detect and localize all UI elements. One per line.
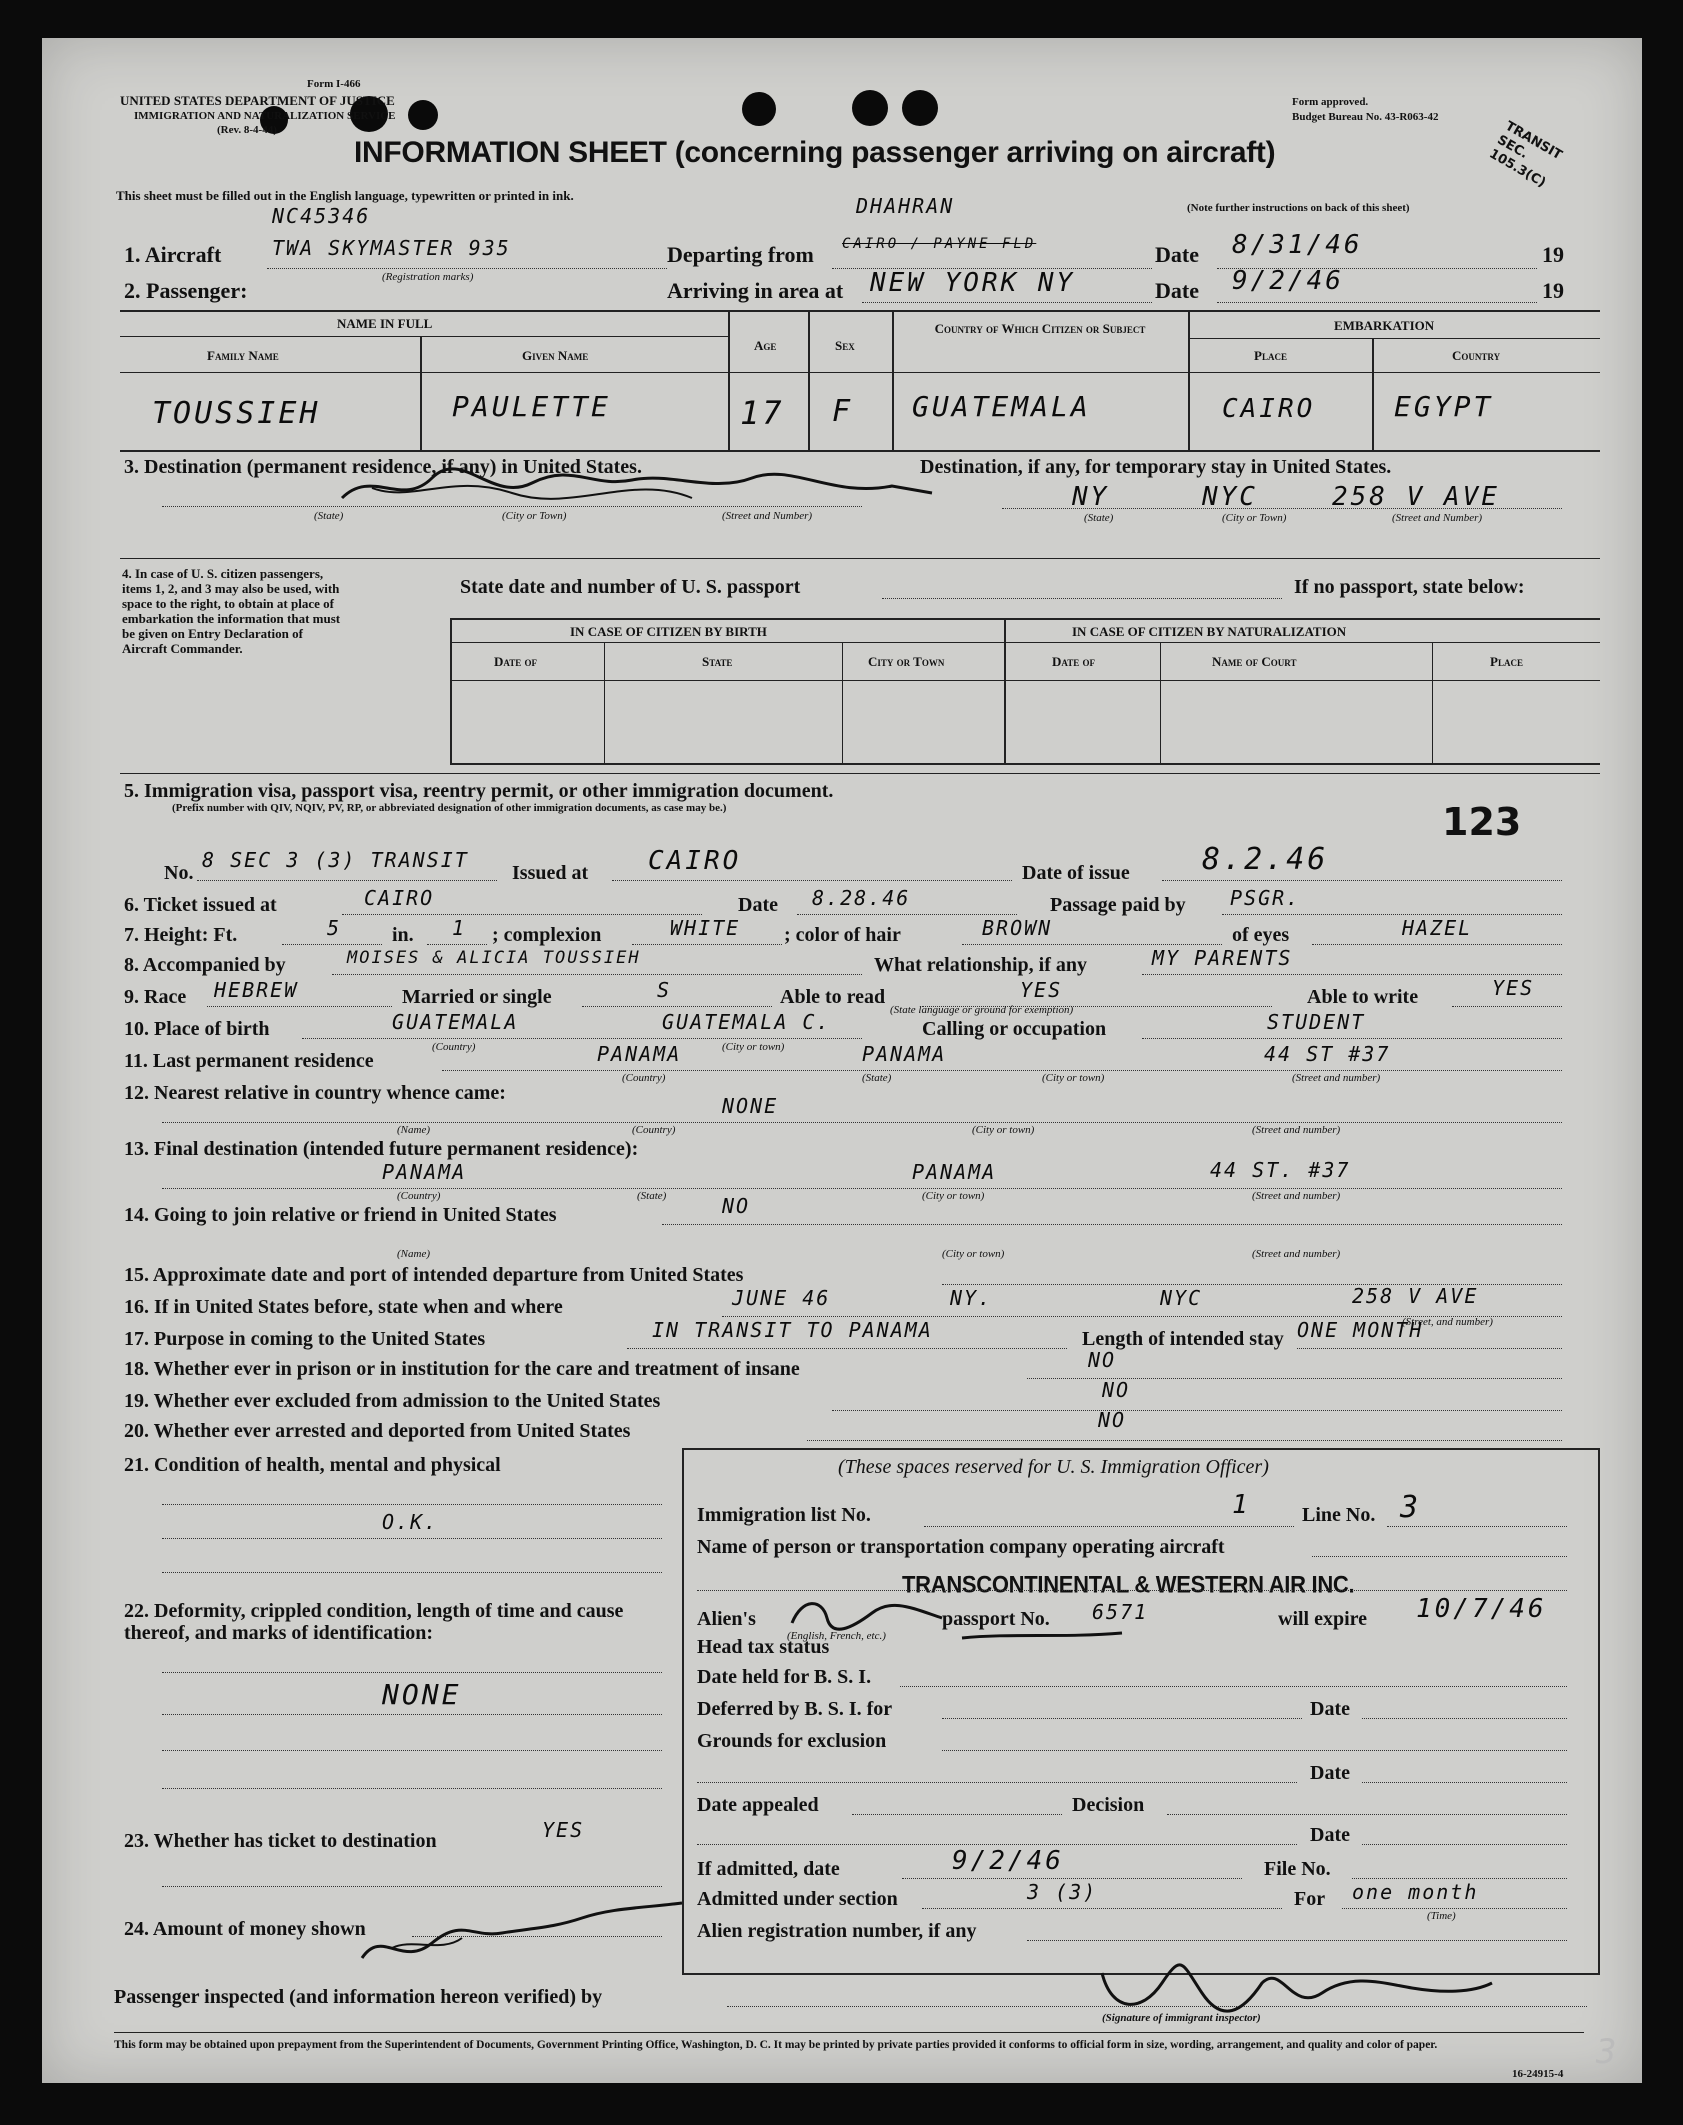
- date-issue-value: 8.2.46: [1202, 842, 1329, 877]
- item4-label: 4. In case of U. S. citizen passengers, items 1, 2, and 3 may also be used, with space to the right, to obtain at place of embarkation the information that must be given on Entry Declaration of Aircraft Commander.: [122, 566, 341, 656]
- temp-state: NY: [1072, 482, 1110, 512]
- date-arrive: 9/2/46: [1232, 266, 1344, 296]
- r17-value: IN TRANSIT TO PANAMA: [652, 1318, 933, 1342]
- country2-header: Country: [1452, 348, 1501, 363]
- r16-caption: (Street, and number): [1402, 1316, 1493, 1328]
- item3-temp-label: Destination, if any, for temporary stay in United States.: [920, 456, 1392, 478]
- r7-hair: BROWN: [982, 916, 1053, 940]
- r8-rel-label: What relationship, if any: [874, 954, 1087, 976]
- family-name-header: Family Name: [207, 348, 279, 363]
- r6-value: CAIRO: [364, 886, 435, 910]
- r9-write: YES: [1492, 976, 1535, 1000]
- r11-street: 44 ST #37: [1264, 1042, 1391, 1066]
- issued-at-label: Issued at: [512, 862, 589, 884]
- time-caption: (Time): [1427, 1910, 1456, 1922]
- date-of-header: Date of: [494, 654, 537, 669]
- visa-no-label: No.: [164, 862, 194, 884]
- r7-complexion: WHITE: [670, 916, 741, 940]
- r9-write-label: Able to write: [1307, 986, 1419, 1008]
- age-header: Age: [754, 338, 777, 353]
- passenger-label: 2. Passenger:: [124, 278, 248, 303]
- visa-no-value: 8 SEC 3 (3) TRANSIT: [202, 848, 469, 872]
- r9-married-label: Married or single: [402, 986, 552, 1008]
- sex-header: Sex: [835, 338, 855, 353]
- r9-married: S: [657, 978, 672, 1002]
- money-signature: [352, 1888, 692, 1978]
- alien-reg-label: Alien registration number, if any: [697, 1920, 977, 1942]
- information-sheet: [42, 38, 1642, 2083]
- r23-value: YES: [542, 1818, 585, 1842]
- revision: (Rev. 8-4-44): [217, 124, 277, 136]
- reg-marks-caption: (Registration marks): [382, 271, 474, 283]
- by-nat-header: IN CASE OF CITIZEN BY NATURALIZATION: [1072, 624, 1347, 639]
- list-label: Immigration list No.: [697, 1504, 871, 1526]
- r12-street-caption: (Street and number): [1252, 1124, 1341, 1136]
- section-value: 3 (3): [1027, 1880, 1098, 1904]
- r13-street: 44 ST. #37: [1210, 1158, 1351, 1182]
- r7-in: 1: [452, 916, 467, 940]
- admitted-value: 9/2/46: [952, 1846, 1064, 1876]
- embarkation-place: CAIRO: [1222, 394, 1316, 424]
- company-label: Name of person or transportation company operating aircraft: [697, 1536, 1225, 1558]
- appealed-label: Date appealed: [697, 1794, 819, 1816]
- crossed-out-scribble: [332, 458, 952, 518]
- held-label: Date held for B. S. I.: [697, 1666, 872, 1688]
- caption-state: (State): [314, 510, 344, 522]
- department: UNITED STATES DEPARTMENT OF JUSTICE: [120, 93, 395, 108]
- date1-label: Date: [1310, 1698, 1350, 1720]
- r10-calling: STUDENT: [1267, 1010, 1366, 1034]
- r9-read: YES: [1020, 978, 1063, 1002]
- service: IMMIGRATION AND NATURALIZATION SERVICE: [134, 110, 396, 122]
- r11-country: PANAMA: [597, 1042, 682, 1066]
- passport-label: State date and number of U. S. passport: [460, 576, 801, 598]
- for-value: one month: [1352, 1880, 1479, 1904]
- court-header: Name of Court: [1212, 654, 1297, 669]
- r19-label: 19. Whether ever excluded from admission to the United States: [124, 1390, 661, 1412]
- r6-date-label: Date: [738, 894, 778, 916]
- punch-hole: [742, 92, 776, 126]
- expire-label: will expire: [1278, 1608, 1368, 1630]
- r13-state-caption: (State): [637, 1190, 667, 1202]
- r10-city-caption: (City or town): [722, 1041, 785, 1053]
- form-number: Form I-466: [307, 78, 361, 90]
- r14-name-caption: (Name): [397, 1248, 430, 1260]
- year-arrive: 19: [1542, 278, 1564, 303]
- name-in-full-header: NAME IN FULL: [337, 316, 433, 331]
- arriving-label: Arriving in area at: [667, 278, 844, 303]
- r23-label: 23. Whether has ticket to destination: [124, 1830, 437, 1852]
- issued-at-value: CAIRO: [648, 846, 742, 876]
- given-name: PAULETTE: [452, 390, 611, 423]
- embarkation-country: EGYPT: [1394, 390, 1494, 423]
- date-of2-header: Date of: [1052, 654, 1095, 669]
- alien-label: Alien's: [697, 1608, 756, 1630]
- r7-eyes-label: of eyes: [1232, 924, 1290, 946]
- r13-country: PANAMA: [382, 1160, 467, 1184]
- r15-label: 15. Approximate date and port of intended departure from United States: [124, 1264, 744, 1286]
- r8-rel: MY PARENTS: [1152, 946, 1293, 970]
- by-birth-header: IN CASE OF CITIZEN BY BIRTH: [570, 624, 767, 639]
- inspected-label: Passenger inspected (and information hereon verified) by: [114, 1986, 603, 2008]
- no-passport-label: If no passport, state below:: [1294, 576, 1525, 598]
- passport-label: passport No.: [942, 1608, 1050, 1630]
- r11-label: 11. Last permanent residence: [124, 1050, 374, 1072]
- caption-city: (City or Town): [502, 510, 567, 522]
- line-label: Line No.: [1302, 1504, 1376, 1526]
- punch-hole: [902, 90, 938, 126]
- r12-city-caption: (City or town): [972, 1124, 1035, 1136]
- r6-paid-label: Passage paid by: [1050, 894, 1186, 916]
- r9-read-label: Able to read: [780, 986, 886, 1008]
- temp-city: NYC: [1202, 482, 1258, 512]
- r12-value: NONE: [722, 1094, 779, 1118]
- form-approved: Form approved.: [1292, 96, 1369, 108]
- signature-caption: (Signature of immigrant inspector): [1102, 2012, 1261, 2024]
- date-depart-label: Date: [1155, 242, 1199, 267]
- caption-state2: (State): [1084, 512, 1114, 524]
- given-name-header: Given Name: [522, 348, 589, 363]
- budget-number: Budget Bureau No. 43-R063-42: [1292, 111, 1439, 123]
- r16-when: JUNE 46: [732, 1286, 831, 1310]
- date-issue-label: Date of issue: [1022, 862, 1130, 884]
- item3-label: 3. Destination (permanent residence, if any) in United States.: [124, 456, 642, 478]
- r16-state: NY.: [950, 1286, 993, 1310]
- r14-value: NO: [722, 1194, 751, 1218]
- r10-state: GUATEMALA C.: [662, 1010, 831, 1034]
- r14-city-caption: (City or town): [942, 1248, 1005, 1260]
- number-stamp: 123: [1442, 800, 1522, 844]
- place-header: Place: [1490, 654, 1523, 669]
- r11-state: PANAMA: [862, 1042, 947, 1066]
- r17-label: 17. Purpose in coming to the United States: [124, 1328, 486, 1350]
- r14-street-caption: (Street and number): [1252, 1248, 1341, 1260]
- caption-street: (Street and Number): [722, 510, 813, 522]
- note: (Note further instructions on back of this sheet): [1187, 202, 1410, 214]
- date-depart: 8/31/46: [1232, 230, 1363, 260]
- decision-label: Decision: [1072, 1794, 1145, 1816]
- r17-length: ONE MONTH: [1297, 1318, 1424, 1342]
- r16-label: 16. If in United States before, state when and where: [124, 1296, 563, 1318]
- r7-ft: 5: [327, 916, 342, 940]
- r14-label: 14. Going to join relative or friend in United States: [124, 1204, 557, 1226]
- grounds-label: Grounds for exclusion: [697, 1730, 887, 1752]
- r22-label: 22. Deformity, crippled condition, length of time and cause thereof, and marks of identification:: [124, 1600, 624, 1644]
- r6-paid: PSGR.: [1230, 886, 1301, 910]
- line-value: 3: [1400, 1490, 1422, 1525]
- passport-no: 6571: [1092, 1600, 1149, 1624]
- departing-value: DHAHRAN: [856, 194, 955, 218]
- departing-alt: CAIRO / PAYNE FLD: [842, 236, 1037, 252]
- admitted-label: If admitted, date: [697, 1858, 840, 1880]
- file-label: File No.: [1264, 1858, 1331, 1880]
- r21-value: O.K.: [382, 1510, 439, 1534]
- officer-reserved: (These spaces reserved for U. S. Immigration Officer): [838, 1456, 1269, 1478]
- r13-label: 13. Final destination (intended future permanent residence):: [124, 1138, 639, 1160]
- headtax-label: Head tax status: [697, 1636, 830, 1658]
- r9-label: 9. Race: [124, 986, 187, 1008]
- aircraft-value: TWA SKYMASTER 935: [272, 236, 511, 260]
- instructions: This sheet must be filled out in the English language, typewritten or printed in ink.: [116, 188, 574, 203]
- r20-value: NO: [1098, 1408, 1127, 1432]
- r12-name-caption: (Name): [397, 1124, 430, 1136]
- state-header: State: [702, 654, 733, 669]
- r8-value: MOISES & ALICIA TOUSSIEH: [347, 948, 641, 968]
- alien-scribble: [782, 1583, 1182, 1653]
- company-value: TRANSCONTINENTAL & WESTERN AIR INC.: [902, 1570, 1355, 1599]
- place-header: Place: [1254, 348, 1287, 363]
- r6-label: 6. Ticket issued at: [124, 894, 277, 916]
- punch-hole: [408, 100, 438, 130]
- print-code: 16-24915-4: [1512, 2068, 1564, 2080]
- alien-lang-caption: (English, French, etc.): [787, 1630, 886, 1642]
- age: 17: [740, 394, 785, 432]
- r10-country-caption: (Country): [432, 1041, 476, 1053]
- date-arrive-label: Date: [1155, 278, 1199, 303]
- country-header: Country of Which Citizen or Subject: [934, 321, 1146, 336]
- fine-print: This form may be obtained upon prepayment from the Superintendent of Documents, Government Printing Office, Washington, D. C. It may be printed by private parties provided it conforms to official form in size, wording, arrangement, and quality and color of paper.: [114, 2039, 1438, 2051]
- r12-label: 12. Nearest relative in country whence came:: [124, 1082, 506, 1104]
- date3-label: Date: [1310, 1824, 1350, 1846]
- r7-eyes: HAZEL: [1402, 916, 1473, 940]
- r20-label: 20. Whether ever arrested and deported from United States: [124, 1420, 631, 1442]
- list-value: 1: [1232, 1490, 1251, 1520]
- r22-value: NONE: [382, 1678, 462, 1711]
- r7-hair-label: ; color of hair: [784, 924, 901, 946]
- section-label: Admitted under section: [697, 1888, 898, 1910]
- expire-value: 10/7/46: [1416, 1594, 1547, 1624]
- family-name: TOUSSIEH: [152, 396, 321, 431]
- r11-state-caption: (State): [862, 1072, 892, 1084]
- r13-city: PANAMA: [912, 1160, 997, 1184]
- punch-hole: [852, 90, 888, 126]
- for-label: For: [1294, 1888, 1326, 1910]
- r12-country-caption: (Country): [632, 1124, 676, 1136]
- r16-city: NYC: [1160, 1286, 1203, 1310]
- item5-sub: (Prefix number with QIV, NQIV, PV, RP, or abbreviated designation of other immigration documents, as case may be.): [172, 802, 727, 814]
- r11-street-caption: (Street and number): [1292, 1072, 1381, 1084]
- r9-race: HEBREW: [214, 978, 299, 1002]
- r6-date: 8.28.46: [812, 886, 911, 910]
- page-mark: 3: [1596, 2032, 1620, 2072]
- r11-city-caption: (City or town): [1042, 1072, 1105, 1084]
- r17-length-label: Length of intended stay: [1082, 1328, 1284, 1350]
- r7-label: 7. Height: Ft.: [124, 924, 238, 946]
- deferred-label: Deferred by B. S. I. for: [697, 1698, 893, 1720]
- r13-country-caption: (Country): [397, 1190, 441, 1202]
- r21-label: 21. Condition of health, mental and physical: [124, 1454, 501, 1476]
- r16-street: 258 V AVE: [1352, 1284, 1479, 1308]
- r13-city-caption: (City or town): [922, 1190, 985, 1202]
- r7-complexion-label: ; complexion: [492, 924, 602, 946]
- caption-street2: (Street and Number): [1392, 512, 1483, 524]
- r10-country: GUATEMALA: [392, 1010, 519, 1034]
- date2-label: Date: [1310, 1762, 1350, 1784]
- embarkation-header: EMBARKATION: [1334, 318, 1435, 333]
- r19-value: NO: [1102, 1378, 1131, 1402]
- arriving-value: NEW YORK NY: [870, 268, 1076, 298]
- r10-label: 10. Place of birth: [124, 1018, 270, 1040]
- city-header: City or Town: [868, 654, 945, 669]
- r24-label: 24. Amount of money shown: [124, 1918, 366, 1940]
- aircraft-reg-no: NC45346: [272, 204, 371, 228]
- year-depart: 19: [1542, 242, 1564, 267]
- temp-street: 258 V AVE: [1332, 482, 1500, 512]
- transit-stamp: TRANSIT SEC. 105.3(C): [1486, 118, 1565, 191]
- r11-country-caption: (Country): [622, 1072, 666, 1084]
- caption-city2: (City or Town): [1222, 512, 1287, 524]
- page-title: INFORMATION SHEET (concerning passenger arriving on aircraft): [354, 136, 1276, 169]
- r7-in-label: in.: [392, 924, 414, 946]
- r18-value: NO: [1088, 1348, 1117, 1372]
- citizen-of: GUATEMALA: [912, 390, 1091, 423]
- r8-label: 8. Accompanied by: [124, 954, 286, 976]
- item5-label: 5. Immigration visa, passport visa, reentry permit, or other immigration document.: [124, 780, 834, 802]
- departing-label: Departing from: [667, 242, 814, 267]
- r10-state-note: (State language or ground for exemption): [890, 1004, 1074, 1016]
- aircraft-label: 1. Aircraft: [124, 242, 222, 267]
- sex: F: [832, 394, 854, 429]
- r13-street-caption: (Street and number): [1252, 1190, 1341, 1202]
- r18-label: 18. Whether ever in prison or in institution for the care and treatment of insane: [124, 1358, 800, 1380]
- r10-calling-label: Calling or occupation: [922, 1018, 1107, 1040]
